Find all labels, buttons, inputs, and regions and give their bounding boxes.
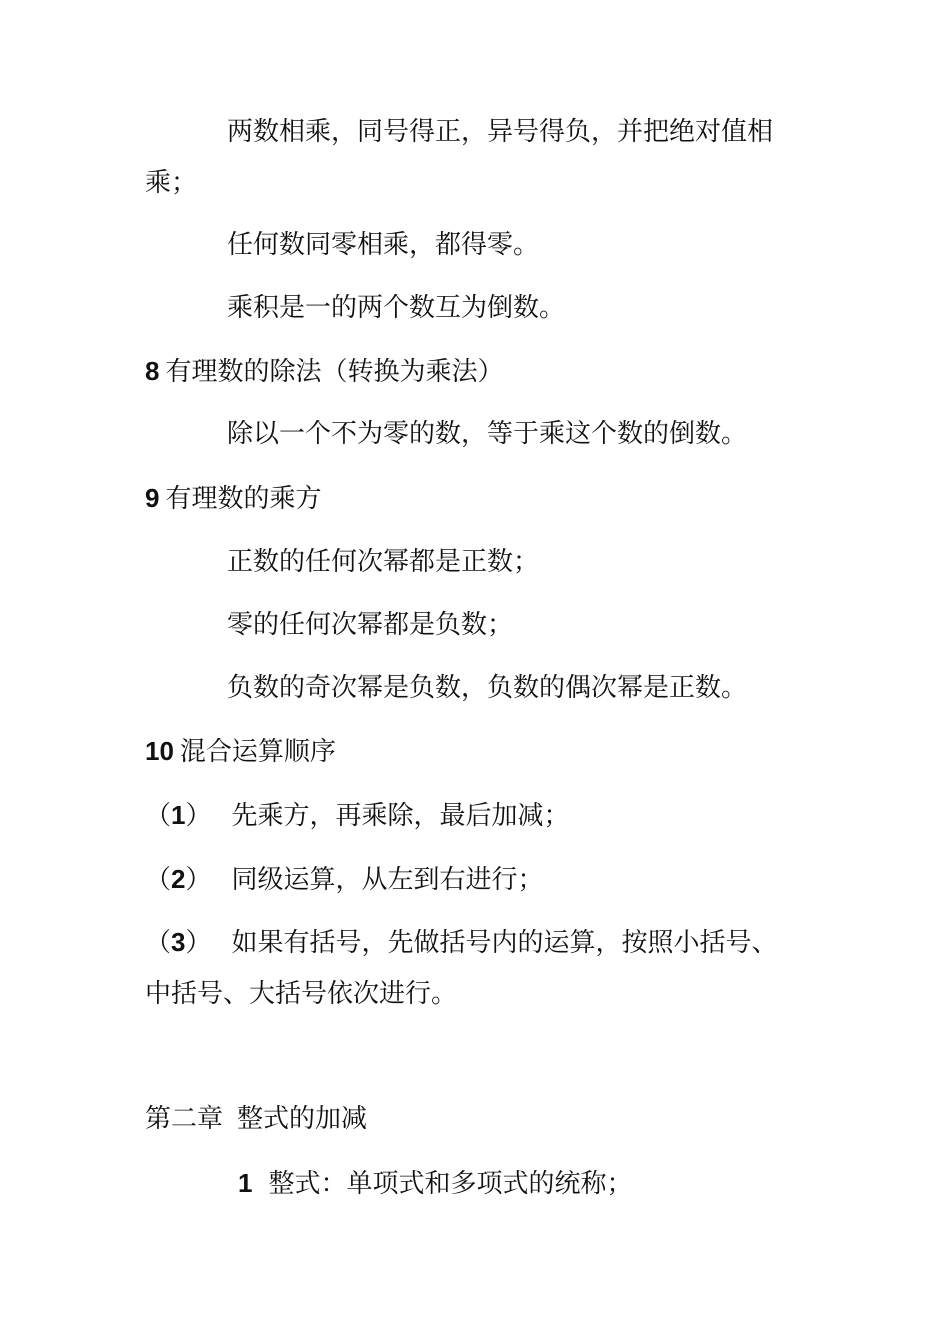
open-paren: （ <box>145 928 172 958</box>
power-zero-rule: 零的任何次幂都是负数； <box>227 610 514 640</box>
order-item-2 <box>145 864 544 895</box>
section-number: 10 <box>145 736 174 766</box>
close-paren: ） <box>185 928 212 958</box>
item-text: 先乘方，再乘除，最后加减； <box>231 801 570 831</box>
section-number: 9 <box>145 483 160 513</box>
multiplication-rule-line2: 乘； <box>145 168 198 198</box>
multiplication-rule-line1: 两数相乘，同号得正，异号得负，并把绝对值相 <box>227 117 774 147</box>
item-number: 1 <box>238 1168 253 1198</box>
section-number: 8 <box>145 356 160 386</box>
section-9-heading <box>145 483 321 514</box>
section-8-heading <box>145 356 503 387</box>
item-number: 2 <box>171 864 186 894</box>
power-positive-rule: 正数的任何次幂都是正数； <box>227 547 540 577</box>
power-negative-rule: 负数的奇次幂是负数，负数的偶次幂是正数。 <box>227 673 748 703</box>
chapter-title: 整式的加减 <box>237 1104 368 1134</box>
division-rule: 除以一个不为零的数，等于乘这个数的倒数。 <box>227 419 748 449</box>
close-paren: ） <box>185 801 212 831</box>
close-paren: ） <box>185 865 212 895</box>
item-1-polynomial-definition <box>238 1168 632 1199</box>
item-number: 1 <box>171 800 186 830</box>
section-title: 有理数的除法（转换为乘法） <box>165 357 504 387</box>
reciprocal-rule: 乘积是一的两个数互为倒数。 <box>227 293 566 323</box>
multiplication-zero-rule: 任何数同零相乘，都得零。 <box>227 230 540 260</box>
order-item-1 <box>145 800 570 831</box>
section-title: 有理数的乘方 <box>165 484 322 514</box>
section-10-heading <box>145 736 336 767</box>
item-text: 如果有括号，先做括号内的运算，按照小括号、 <box>231 928 778 958</box>
order-item-3 <box>145 927 778 958</box>
open-paren: （ <box>145 865 172 895</box>
section-title: 混合运算顺序 <box>179 737 336 767</box>
open-paren: （ <box>145 801 172 831</box>
item-text: 整式：单项式和多项式的统称； <box>268 1169 633 1199</box>
order-item-3-continuation: 中括号、大括号依次进行。 <box>145 979 458 1009</box>
item-number: 3 <box>171 927 186 957</box>
item-text: 同级运算，从左到右进行； <box>231 865 544 895</box>
chapter-2-heading <box>145 1104 367 1134</box>
chapter-label: 第二章 <box>145 1104 224 1134</box>
